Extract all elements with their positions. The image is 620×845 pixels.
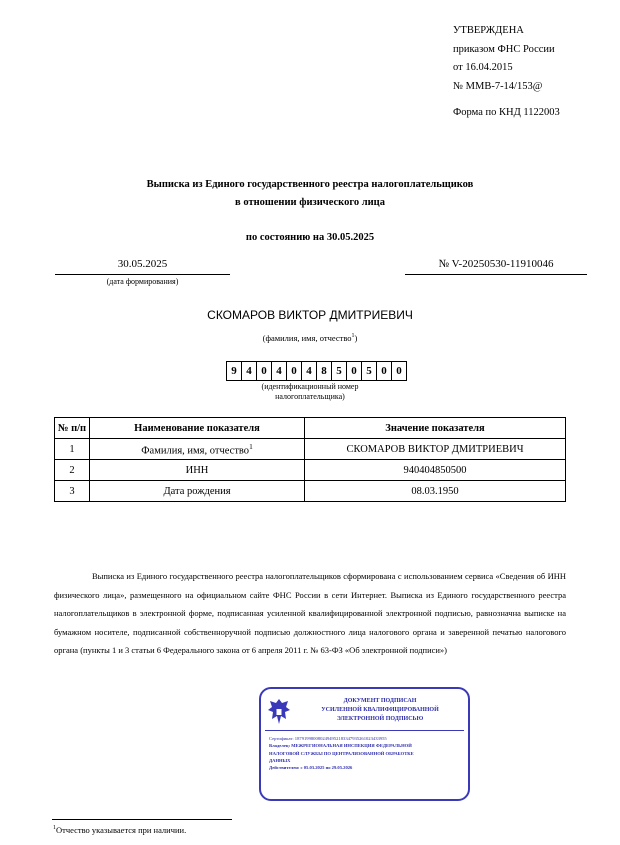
extract-number: № V-20250530-11910046 bbox=[438, 258, 554, 270]
caption-end: ) bbox=[354, 333, 358, 343]
person-name: СКОМАРОВ ВИКТОР ДМИТРИЕВИЧ bbox=[207, 308, 413, 322]
column-header: Значение показателя bbox=[305, 418, 566, 439]
formation-date-underline bbox=[55, 274, 230, 275]
approval-line: от 16.04.2015 bbox=[453, 62, 513, 73]
table-row bbox=[55, 481, 566, 502]
formation-date-caption: (дата формирования) bbox=[106, 277, 179, 286]
indicator-value: 940404850500 bbox=[305, 460, 566, 481]
stamp-owner-line: ДАННЫХ bbox=[269, 757, 291, 763]
footnote bbox=[53, 825, 186, 835]
document-subtitle: в отношении физического лица bbox=[235, 197, 385, 208]
indicator-name: ИНН bbox=[90, 460, 305, 481]
stamp-details bbox=[269, 735, 465, 771]
inn-digit: 4 bbox=[241, 361, 257, 381]
inn-digit: 0 bbox=[391, 361, 407, 381]
inn-digit: 5 bbox=[331, 361, 347, 381]
inn-digit: 5 bbox=[361, 361, 377, 381]
inn-caption-line: (идентификационный номер bbox=[261, 382, 359, 391]
footnote-mark: 1 bbox=[351, 333, 355, 340]
legal-paragraph: Выписка из Единого государственного реестра налогоплательщиков сформирована с использованием сервиса «Сведения об ИНН физического лица», размещенного на официальном сайте ФНС России в сети Интернет. Выписка из Единого государственного реестра налогоплательщиков в электронной форме, подписанная усиленной квалифицированной электронной подписью, равнозначна выписке на бумажном носителе, подписанной собственноручной подписью должностного лица налогового органа и заверенной печатью налогового органа (пункты 1 и 3 статьи 6 Федерального закона от 6 апреля 2011 г. № 63-ФЗ «Об электронной подписи») bbox=[54, 571, 566, 655]
table-row bbox=[55, 439, 566, 460]
footnote-mark: 1 bbox=[53, 825, 56, 832]
inn-digit: 0 bbox=[376, 361, 392, 381]
inn-digit: 0 bbox=[256, 361, 272, 381]
eagle-emblem-icon bbox=[266, 697, 292, 727]
approval-block bbox=[453, 22, 555, 96]
as-of-date: по состоянию на 30.05.2025 bbox=[245, 232, 375, 243]
stamp-owner-line: НАЛОГОВОЙ СЛУЖБЫ ПО ЦЕНТРАЛИЗОВАННОЙ ОБРАБОТКЕ bbox=[269, 750, 414, 756]
formation-date: 30.05.2025 bbox=[117, 258, 168, 270]
row-number: 1 bbox=[55, 439, 90, 460]
indicator-name: Дата рождения bbox=[90, 481, 305, 502]
stamp-title-line: ДОКУМЕНТ ПОДПИСАН bbox=[343, 698, 417, 704]
inn-digit: 4 bbox=[301, 361, 317, 381]
approval-line: № ММВ-7-14/153@ bbox=[453, 80, 543, 92]
column-header: Наименование показателя bbox=[90, 418, 305, 439]
stamp-divider bbox=[265, 730, 464, 731]
indicator-name bbox=[90, 439, 305, 460]
row-number: 2 bbox=[55, 460, 90, 481]
inn-digit: 0 bbox=[286, 361, 302, 381]
stamp-validity: Действителен: с 05.03.2025 по 29.05.2026 bbox=[269, 765, 353, 771]
inn-digit: 9 bbox=[226, 361, 242, 381]
inn-digit: 4 bbox=[271, 361, 287, 381]
signature-stamp bbox=[259, 687, 470, 801]
person-name-caption bbox=[0, 333, 620, 343]
indicators-table bbox=[54, 417, 566, 502]
document-title: Выписка из Единого государственного реестра налогоплательщиков bbox=[146, 179, 474, 190]
footnote-text: Отчество указывается при наличии. bbox=[55, 825, 187, 835]
inn-digit: 0 bbox=[346, 361, 362, 381]
form-code: Форма по КНД 1122003 bbox=[453, 107, 560, 118]
indicator-value: СКОМАРОВ ВИКТОР ДМИТРИЕВИЧ bbox=[305, 439, 566, 460]
caption-text: (фамилия, имя, отчество bbox=[262, 333, 352, 343]
indicator-name-text: Фамилия, имя, отчество bbox=[141, 445, 250, 457]
inn-digit: 8 bbox=[316, 361, 332, 381]
row-number: 3 bbox=[55, 481, 90, 502]
column-header: № п/п bbox=[55, 418, 90, 439]
inn-caption bbox=[0, 382, 620, 402]
inn-caption-line: налогоплательщика) bbox=[275, 392, 345, 401]
inn-boxes bbox=[227, 361, 407, 381]
table-header-row bbox=[55, 418, 566, 439]
stamp-title-line: УСИЛЕННОЙ КВАЛИФИЦИРОВАННОЙ bbox=[321, 707, 439, 713]
stamp-owner-line: Владелец: МЕЖРЕГИОНАЛЬНАЯ ИНСПЕКЦИЯ ФЕДЕРАЛЬНОЙ bbox=[269, 743, 412, 749]
table-row bbox=[55, 460, 566, 481]
stamp-title-line: ЭЛЕКТРОННОЙ ПОДПИСЬЮ bbox=[336, 716, 424, 722]
footnote-separator bbox=[52, 819, 232, 820]
indicator-value: 08.03.1950 bbox=[305, 481, 566, 502]
stamp-certificate: Сертификат: 1879199800802494952183347935261023433955 bbox=[269, 736, 387, 741]
approval-line: приказом ФНС России bbox=[453, 43, 555, 55]
stamp-title bbox=[295, 697, 465, 724]
approval-line: УТВЕРЖДЕНА bbox=[453, 25, 524, 36]
footnote-mark: 1 bbox=[249, 441, 253, 451]
extract-number-underline bbox=[405, 274, 587, 275]
